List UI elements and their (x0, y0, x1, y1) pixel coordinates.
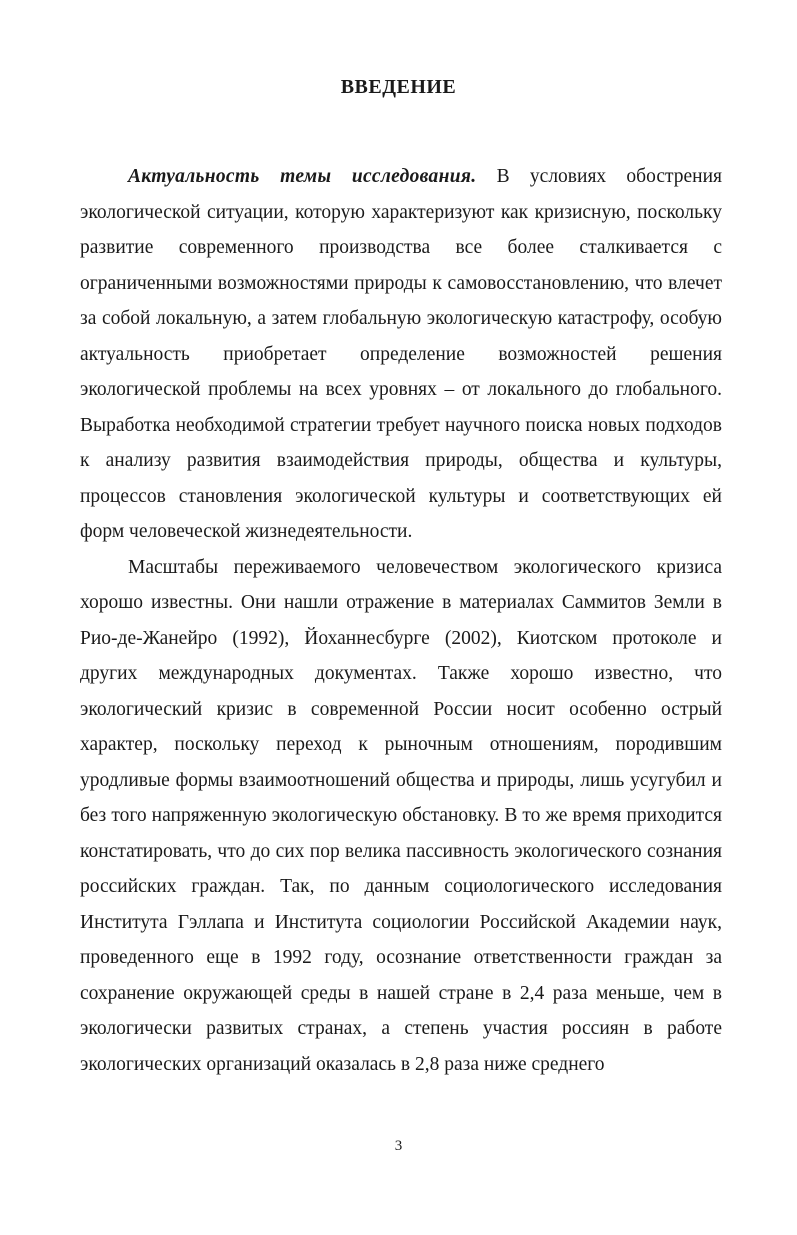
paragraph-relevance (80, 159, 722, 550)
paragraph-scale: Масштабы переживаемого человечеством экологического кризиса хорошо известны. Они нашли отражение в материалах Саммитов Земли в Рио-де-Жанейро (1992), Йоханнесбурге (2002), Киотском протоколе и других международных документах. Также хорошо известно, что экологический кризис в современной России носит особенно острый характер, поскольку переход к рыночным отношениям, породившим уродливые формы взаимоотношений общества и природы, лишь усугубил и без того напряженную экологическую обстановку. В то же время приходится констатировать, что до сих пор велика пассивность экологического сознания российских граждан. Так, по данным социологического исследования Института Гэллапа и Института социологии Российской Академии наук, проведенного еще в 1992 году, осознание ответственности граждан за сохранение окружающей среды в нашей стране в 2,4 раза меньше, чем в экологически развитых странах, а степень участия россиян в работе экологических организаций оказалась в 2,8 раза ниже среднего (80, 556, 722, 1075)
document-body (80, 159, 722, 1082)
paragraph-text: В условиях обострения экологической ситуации, которую характеризуют как кризисную, поскольку развитие современного производства все более сталкивается с ограниченными возможностями природы к самовосстановлению, что влечет за собой локальную, а затем глобальную экологическую катастрофу, особую актуальность приобретает определение возможностей решения экологической проблемы на всех уровнях – от локального до глобального. Выработка необходимой стратегии требует научного поиска новых подходов к анализу развития взаимодействия природы, общества и культуры, процессов становления экологической культуры и соответствующих ей форм человеческой жизнедеятельности. (80, 166, 722, 542)
page-number: 3 (394, 1138, 403, 1154)
paragraph-lead: Актуальность темы исследования. (128, 166, 477, 187)
page-title: ВВЕДЕНИЕ (340, 76, 457, 98)
